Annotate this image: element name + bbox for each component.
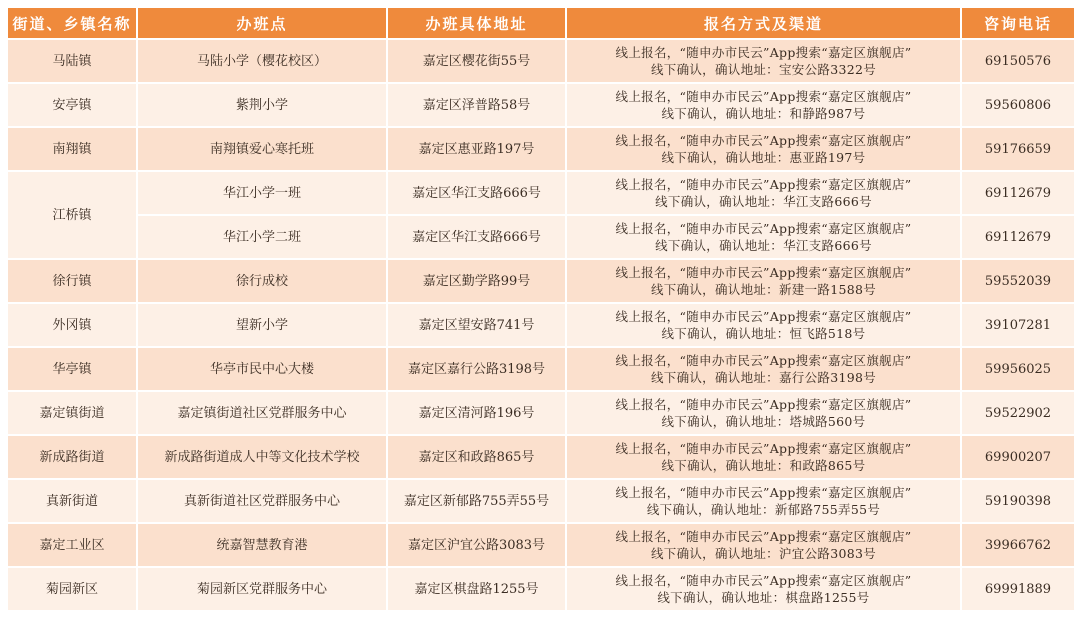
online-registration-text: 线上报名，“随申办市民云”App搜索“嘉定区旗舰店” [615,353,912,368]
table-row [8,216,1074,258]
town-cell: 安亭镇 [8,84,136,126]
address-cell: 嘉定区新郁路755弄55号 [388,480,565,522]
address-cell: 嘉定区勤学路99号 [388,260,565,302]
address-cell: 嘉定区嘉行公路3198号 [388,348,565,390]
address-cell: 嘉定区泽普路58号 [388,84,565,126]
table-row [8,304,1074,346]
online-registration-text: 线上报名，“随申办市民云”App搜索“嘉定区旗舰店” [615,573,912,588]
channel-cell [567,172,960,214]
online-registration-text: 线上报名，“随申办市民云”App搜索“嘉定区旗舰店” [615,309,912,324]
channel-cell [567,524,960,566]
online-registration-text: 线上报名，“随申办市民云”App搜索“嘉定区旗舰店” [615,89,912,104]
online-registration-text: 线上报名，“随申办市民云”App搜索“嘉定区旗舰店” [615,485,912,500]
town-cell: 真新街道 [8,480,136,522]
table-row [8,524,1074,566]
site-cell: 统嘉智慧教育港 [138,524,386,566]
channel-cell [567,128,960,170]
online-registration-text: 线上报名，“随申办市民云”App搜索“嘉定区旗舰店” [615,397,912,412]
site-cell: 华江小学一班 [138,172,386,214]
online-registration-text: 线上报名，“随申办市民云”App搜索“嘉定区旗舰店” [615,265,912,280]
offline-confirm-text: 线下确认，确认地址：惠亚路197号 [661,150,866,165]
address-cell: 嘉定区华江支路666号 [388,172,565,214]
address-cell: 嘉定区华江支路666号 [388,216,565,258]
phone-cell: 69991889 [962,568,1074,610]
offline-confirm-text: 线下确认，确认地址：华江支路666号 [655,194,872,209]
offline-confirm-text: 线下确认，确认地址：棋盘路1255号 [657,590,870,605]
online-registration-text: 线上报名，“随申办市民云”App搜索“嘉定区旗舰店” [615,529,912,544]
table-row [8,260,1074,302]
channel-cell [567,348,960,390]
address-cell: 嘉定区惠亚路197号 [388,128,565,170]
table-row [8,348,1074,390]
address-cell: 嘉定区和政路865号 [388,436,565,478]
table-row [8,40,1074,82]
table-row [8,568,1074,610]
table-row [8,172,1074,214]
address-cell: 嘉定区樱花街55号 [388,40,565,82]
site-cell: 嘉定镇街道社区党群服务中心 [138,392,386,434]
channel-cell [567,392,960,434]
channel-cell [567,40,960,82]
site-cell: 望新小学 [138,304,386,346]
online-registration-text: 线上报名，“随申办市民云”App搜索“嘉定区旗舰店” [615,441,912,456]
town-cell: 徐行镇 [8,260,136,302]
offline-confirm-text: 线下确认，确认地址：和政路865号 [661,458,866,473]
header-town: 街道、乡镇名称 [8,8,136,38]
town-cell: 嘉定工业区 [8,524,136,566]
online-registration-text: 线上报名，“随申办市民云”App搜索“嘉定区旗舰店” [615,177,912,192]
online-registration-text: 线上报名，“随申办市民云”App搜索“嘉定区旗舰店” [615,45,912,60]
header-site: 办班点 [138,8,386,38]
channel-cell [567,436,960,478]
site-cell: 菊园新区党群服务中心 [138,568,386,610]
phone-cell: 69900207 [962,436,1074,478]
phone-cell: 69112679 [962,216,1074,258]
offline-confirm-text: 线下确认，确认地址：华江支路666号 [655,238,872,253]
registration-table [6,6,1076,612]
site-cell: 徐行成校 [138,260,386,302]
town-cell: 外冈镇 [8,304,136,346]
offline-confirm-text: 线下确认，确认地址：和静路987号 [661,106,866,121]
address-cell: 嘉定区沪宜公路3083号 [388,524,565,566]
offline-confirm-text: 线下确认，确认地址：新郁路755弄55号 [646,502,881,517]
online-registration-text: 线上报名，“随申办市民云”App搜索“嘉定区旗舰店” [615,221,912,236]
offline-confirm-text: 线下确认，确认地址：塔城路560号 [661,414,866,429]
phone-cell: 59190398 [962,480,1074,522]
site-cell: 紫荆小学 [138,84,386,126]
table-row [8,480,1074,522]
phone-cell: 69112679 [962,172,1074,214]
channel-cell [567,568,960,610]
site-cell: 真新街道社区党群服务中心 [138,480,386,522]
town-cell: 新成路街道 [8,436,136,478]
town-cell: 南翔镇 [8,128,136,170]
site-cell: 华江小学二班 [138,216,386,258]
phone-cell: 59956025 [962,348,1074,390]
town-cell: 马陆镇 [8,40,136,82]
town-cell: 华亭镇 [8,348,136,390]
phone-cell: 39966762 [962,524,1074,566]
phone-cell: 59560806 [962,84,1074,126]
offline-confirm-text: 线下确认，确认地址：沪宜公路3083号 [650,546,877,561]
phone-cell: 39107281 [962,304,1074,346]
phone-cell: 59522902 [962,392,1074,434]
address-cell: 嘉定区棋盘路1255号 [388,568,565,610]
site-cell: 新成路街道成人中等文化技术学校 [138,436,386,478]
phone-cell: 59176659 [962,128,1074,170]
table-header-row [8,8,1074,38]
offline-confirm-text: 线下确认，确认地址：新建一路1588号 [650,282,877,297]
channel-cell [567,480,960,522]
site-cell: 南翔镇爱心寒托班 [138,128,386,170]
channel-cell [567,304,960,346]
header-phone: 咨询电话 [962,8,1074,38]
town-cell: 菊园新区 [8,568,136,610]
offline-confirm-text: 线下确认，确认地址：恒飞路518号 [661,326,866,341]
table-row [8,392,1074,434]
site-cell: 华亭市民中心大楼 [138,348,386,390]
channel-cell [567,84,960,126]
address-cell: 嘉定区清河路196号 [388,392,565,434]
offline-confirm-text: 线下确认，确认地址：嘉行公路3198号 [650,370,877,385]
address-cell: 嘉定区望安路741号 [388,304,565,346]
table-row [8,84,1074,126]
online-registration-text: 线上报名，“随申办市民云”App搜索“嘉定区旗舰店” [615,133,912,148]
table-row [8,128,1074,170]
channel-cell [567,216,960,258]
town-cell: 江桥镇 [8,172,136,258]
phone-cell: 69150576 [962,40,1074,82]
channel-cell [567,260,960,302]
phone-cell: 59552039 [962,260,1074,302]
header-channel: 报名方式及渠道 [567,8,960,38]
table-row [8,436,1074,478]
header-address: 办班具体地址 [388,8,565,38]
site-cell: 马陆小学（樱花校区） [138,40,386,82]
town-cell: 嘉定镇街道 [8,392,136,434]
offline-confirm-text: 线下确认，确认地址：宝安公路3322号 [650,62,877,77]
